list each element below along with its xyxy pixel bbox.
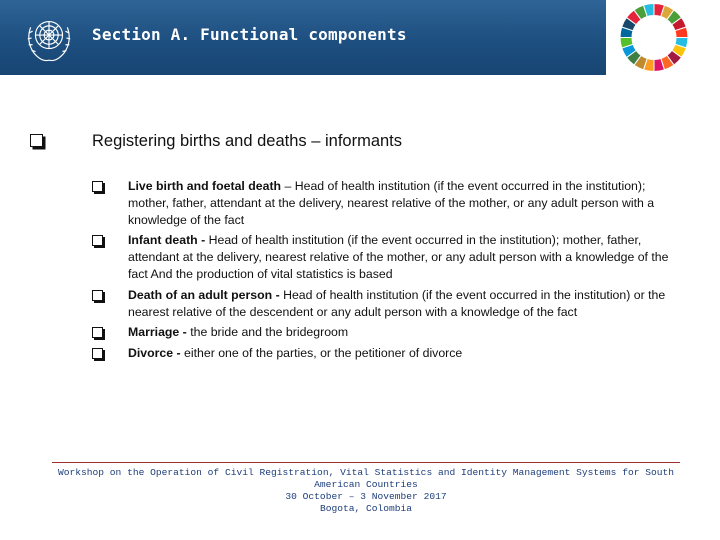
list-item (92, 178, 682, 228)
un-emblem-icon (20, 8, 78, 66)
checkbox-bullet-icon (92, 181, 103, 192)
section-heading: Registering births and deaths – informants (92, 132, 403, 150)
footer (52, 467, 680, 515)
footer-divider (52, 462, 680, 463)
checkbox-bullet-icon (92, 290, 103, 301)
item-term: Death of an adult person - (128, 287, 280, 302)
item-term: Infant death - (128, 233, 206, 248)
checkbox-bullet-icon (92, 235, 103, 246)
informants-list (92, 178, 682, 366)
item-text: Head of health institution (if the event occurred in the institution) or the nearest relative of the descendent or any adult person with a knowledge of the fact (128, 287, 666, 319)
footer-line-4: Bogota, Colombia (319, 503, 413, 514)
item-text: – Head of health institution (if the event occurred in the institution); mother, father, attendant at the delivery, nearest relative of the mother, or any adult person with a knowledge of the fact (128, 179, 655, 227)
checkbox-bullet-icon (30, 134, 43, 147)
item-term: Live birth and foetal death (128, 179, 282, 193)
item-term: Marriage - (128, 325, 187, 340)
footer-line-2: American Countries (314, 479, 418, 490)
checkbox-bullet-icon (92, 348, 103, 359)
item-text: the bride and the bridegroom (186, 325, 349, 340)
header-band (0, 0, 720, 75)
list-item (92, 324, 682, 341)
checkbox-bullet-icon (92, 327, 103, 338)
list-item (92, 232, 682, 282)
item-text: either one of the parties, or the petitioner of divorce (180, 346, 463, 361)
sdg-logo-panel (606, 0, 720, 75)
footer-line-3: 30 October – 3 November 2017 (285, 491, 447, 502)
sdg-wheel-icon (612, 1, 696, 74)
item-term: Divorce - (128, 346, 181, 361)
footer-line-1: Workshop on the Operation of Civil Registration, Vital Statistics and Identity Management Systems for South (57, 467, 675, 478)
item-text: Head of health institution (if the event occurred in the institution); mother, father, attendant at the delivery, nearest relative of the mother, or any adult person with a knowledge of the fact And the production of vital statistics is based (128, 233, 669, 281)
list-item (92, 287, 682, 321)
list-item (92, 345, 682, 362)
slide-title: Section A. Functional components (92, 25, 407, 44)
